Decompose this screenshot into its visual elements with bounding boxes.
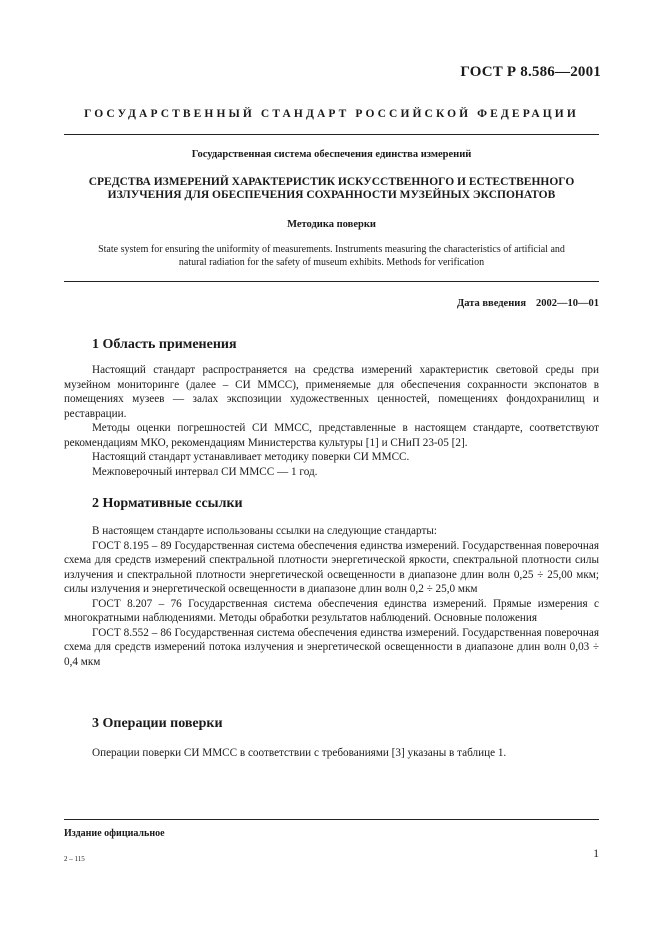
paragraph: Настоящий стандарт распространяется на средства измерений характеристик световой среды при музейном мониторинге (далее – СИ ММСС), применяемые для обеспечения сохранности экспонатов в помещениях музеев — залах экспозиции художественных ценностей, помещениях фондохранилищ и реставрации. [64, 364, 599, 420]
reference-item: ГОСТ 8.195 – 89 Государственная система обеспечения единства измерений. Государственная поверочная схема для средств измерений спектральной плотности энергетической яркости, спектральной плотности силы излучения и спектральной плотности энергетической освещенности в диапазоне длин волн 0,25 ÷ 25,00 мкм; силы излучения и энергетической освещенности в диапазоне длин волн 0,2 ÷ 25,0 мкм [64, 539, 599, 595]
section-body [64, 524, 599, 669]
section-heading: 1 Область применения [92, 337, 237, 352]
paragraph: Межповерочный интервал СИ ММСС — 1 год. [92, 465, 318, 478]
section-heading: 3 Операции поверки [92, 716, 223, 731]
paragraph: Методы оценки погрешностей СИ ММСС, представленные в настоящем стандарте, соответствуют рекомендациям МКО, рекомендациям Министерства культуры [1] и СНиП 23-05 [2]. [64, 422, 599, 449]
section-body [64, 746, 599, 761]
page-number: 1 [593, 848, 599, 860]
intro-date-label: Дата введения [457, 298, 526, 309]
header-divider [64, 134, 599, 135]
reference-item: ГОСТ 8.552 – 86 Государственная система обеспечения единства измерений. Государственная поверочная схема для средств измерений потока излучения и энергетической освещенности в диапазоне длин волн 0,03 ÷ 0,4 мкм [64, 626, 599, 668]
english-title-line: State system for ensuring the uniformity of measurements. Instruments measuring the characteristics of artificial and [98, 244, 565, 255]
main-title-line: СРЕДСТВА ИЗМЕРЕНИЙ ХАРАКТЕРИСТИК ИСКУССТВЕННОГО И ЕСТЕСТВЕННОГО [88, 176, 575, 188]
section-body [64, 363, 599, 479]
standard-header: ГОСУДАРСТВЕННЫЙ СТАНДАРТ РОССИЙСКОЙ ФЕДЕРАЦИИ [84, 108, 579, 120]
document-number: ГОСТ Р 8.586—2001 [460, 64, 601, 80]
english-title [64, 243, 599, 269]
section-heading: 2 Нормативные ссылки [92, 496, 243, 511]
main-title [70, 176, 593, 202]
paragraph: В настоящем стандарте использованы ссылки на следующие стандарты: [92, 525, 437, 537]
english-title-line: natural radiation for the safety of museum exhibits. Methods for verification [178, 257, 485, 268]
paragraph: Настоящий стандарт устанавливает методику поверки СИ ММСС. [92, 451, 410, 463]
title-divider [64, 281, 599, 282]
introduction-date [457, 298, 599, 309]
reference-item: ГОСТ 8.207 – 76 Государственная система обеспечения единства измерений. Прямые измерения с многократными наблюдениями. Методы обработки результатов наблюдений. Основные положения [64, 597, 599, 624]
system-title: Государственная система обеспечения единства измерений [191, 149, 472, 160]
method-title: Методика поверки [287, 219, 376, 230]
main-title-line: ИЗЛУЧЕНИЯ ДЛЯ ОБЕСПЕЧЕНИЯ СОХРАННОСТИ МУЗЕЙНЫХ ЭКСПОНАТОВ [107, 189, 556, 201]
intro-date-value: 2002—10—01 [536, 298, 599, 309]
paragraph: Операции поверки СИ ММСС в соответствии с требованиями [3] указаны в таблице 1. [92, 747, 507, 759]
official-edition: Издание официальное [64, 828, 165, 839]
footer-code: 2 – 115 [64, 855, 85, 863]
footer-divider [64, 819, 599, 820]
